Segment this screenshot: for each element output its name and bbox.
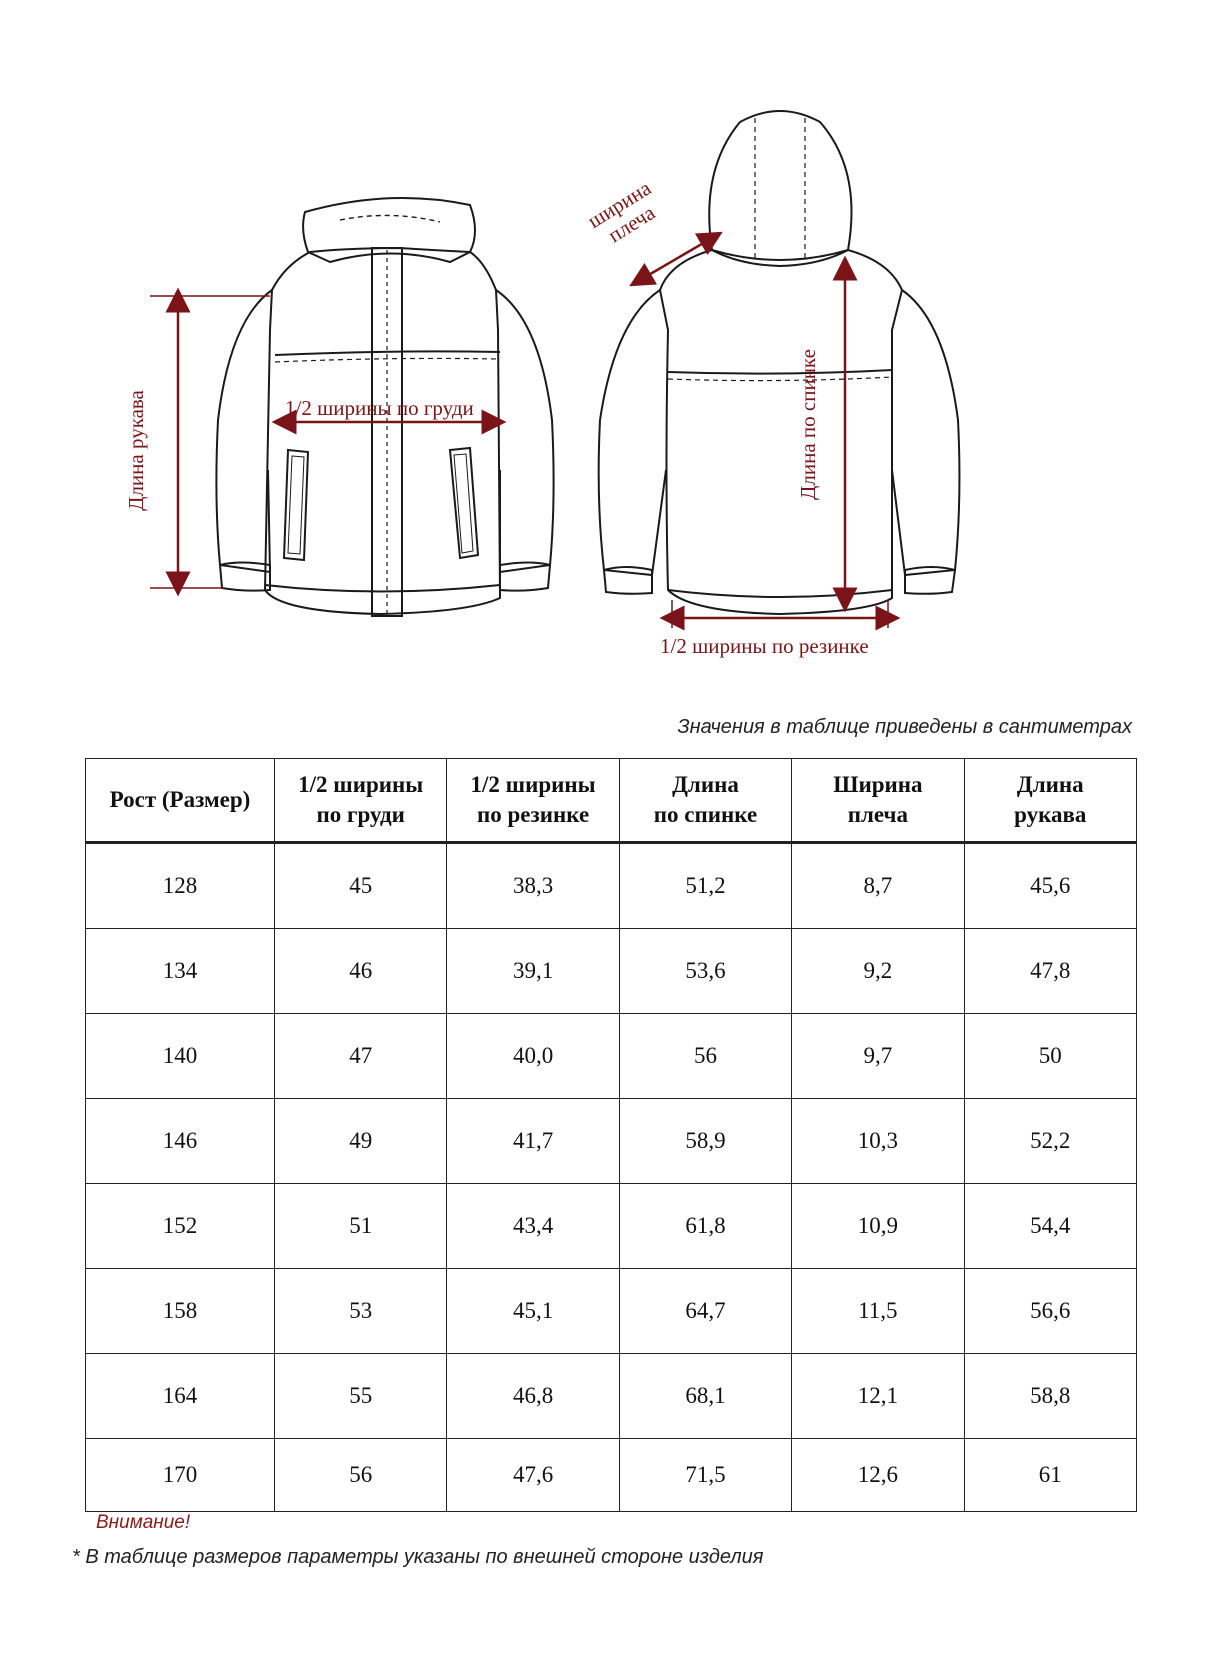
table-cell: 49 [275,1099,447,1184]
label-back-length: Длина по спинке [795,349,820,500]
table-cell: 61,8 [619,1184,791,1269]
table-row [86,1439,1137,1512]
table-cell: 56 [275,1439,447,1512]
table-cell: 53,6 [619,929,791,1014]
units-note: Значения в таблице приведены в сантиметрах [677,716,1132,738]
table-cell: 45,6 [964,843,1136,929]
table-row [86,1014,1137,1099]
table-cell: 71,5 [619,1439,791,1512]
table-cell: 158 [86,1269,275,1354]
table-cell: 58,8 [964,1354,1136,1439]
header-line: Ширина [833,772,923,798]
header-line: 1/2 ширины [298,772,424,798]
table-cell: 61 [964,1439,1136,1512]
header-line: 1/2 ширины [470,772,596,798]
header-sleeve-length [964,759,1136,843]
table-cell: 52,2 [964,1099,1136,1184]
table-cell: 45 [275,843,447,929]
header-line: по спинке [653,802,758,827]
table-cell: 10,9 [792,1184,964,1269]
header-shoulder-width [792,759,964,843]
table-body [86,843,1137,1512]
table-cell: 152 [86,1184,275,1269]
warning-label: Внимание! [96,1512,191,1533]
table-cell: 51,2 [619,843,791,929]
table-row [86,1184,1137,1269]
table-cell: 46,8 [447,1354,619,1439]
header-line: по резинке [477,802,590,827]
table-cell: 12,6 [792,1439,964,1512]
table-cell: 170 [86,1439,275,1512]
table-cell: 164 [86,1354,275,1439]
header-line: Длина [672,772,739,798]
table-row [86,1269,1137,1354]
table-row [86,1354,1137,1439]
header-line: Длина [1016,772,1084,798]
table-cell: 140 [86,1014,275,1099]
label-half-elastic: 1/2 ширины по резинке [660,634,869,658]
table-cell: 10,3 [792,1099,964,1184]
table-cell: 54,4 [964,1184,1136,1269]
header-half-elastic [447,759,619,843]
table-cell: 134 [86,929,275,1014]
size-table [85,758,1137,1512]
table-cell: 50 [964,1014,1136,1099]
header-line: рукава [1014,802,1087,827]
table-cell: 146 [86,1099,275,1184]
label-half-chest: 1/2 ширины по груди [285,396,474,420]
table-row [86,1099,1137,1184]
table-cell: 47,6 [447,1439,619,1512]
table-cell: 43,4 [447,1184,619,1269]
table-cell: 38,3 [447,843,619,929]
header-line: Рост (Размер) [109,787,251,813]
table-cell: 56,6 [964,1269,1136,1354]
label-sleeve-length: Длина рукава [123,390,148,511]
table-cell: 68,1 [619,1354,791,1439]
table-header-row [86,759,1137,843]
table-cell: 64,7 [619,1269,791,1354]
footnote: * В таблице размеров параметры указаны по внешней стороне изделия [72,1546,764,1568]
table-cell: 8,7 [792,843,964,929]
table-cell: 11,5 [792,1269,964,1354]
table-cell: 47 [275,1014,447,1099]
table-cell: 39,1 [447,929,619,1014]
header-height-size [86,759,275,843]
table-row [86,929,1137,1014]
table-cell: 9,2 [792,929,964,1014]
table-cell: 56 [619,1014,791,1099]
header-half-chest [275,759,447,843]
jacket-back-drawing [599,111,960,614]
table-cell: 45,1 [447,1269,619,1354]
table-cell: 51 [275,1184,447,1269]
table-cell: 40,0 [447,1014,619,1099]
table-cell: 46 [275,929,447,1014]
table-cell: 47,8 [964,929,1136,1014]
header-back-length [619,759,791,843]
table-cell: 58,9 [619,1099,791,1184]
label-shoulder-width: ширина плеча [583,175,660,248]
header-line: по груди [316,802,405,827]
header-line: плеча [847,802,908,827]
table-cell: 53 [275,1269,447,1354]
table-cell: 41,7 [447,1099,619,1184]
jacket-drawings [0,0,1232,680]
table-cell: 55 [275,1354,447,1439]
table-cell: 128 [86,843,275,929]
table-cell: 12,1 [792,1354,964,1439]
table-cell: 9,7 [792,1014,964,1099]
table-row [86,843,1137,929]
